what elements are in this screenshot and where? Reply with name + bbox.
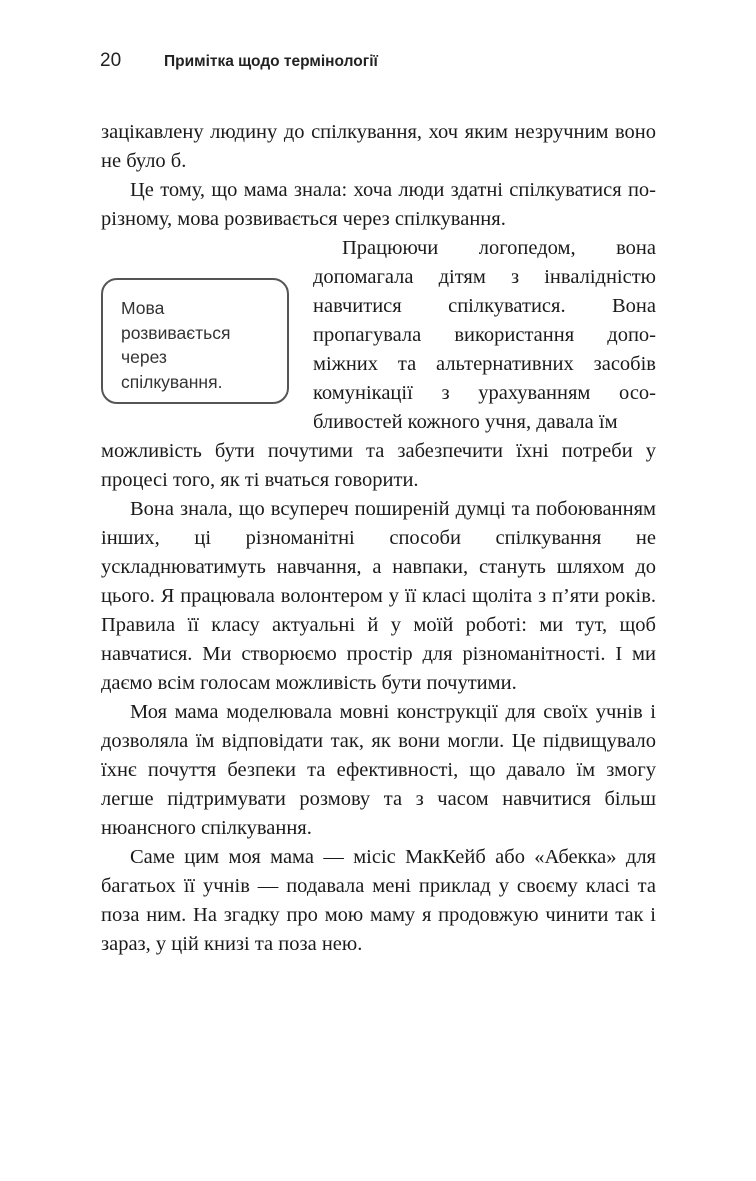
running-head [100,50,378,78]
body-text-bottom [101,437,656,959]
paragraph-continued-full: можливість бути почутими та забезпечити їхні потреби у процесі того, як ті вчаться говорити. [101,440,656,491]
pull-quote-line: Мова [121,298,165,318]
pull-quote-line: спілкування. [121,371,223,392]
page-number: 20 [100,50,122,71]
pull-quote-line: розвивається [121,322,231,343]
pull-quote-box [101,278,289,404]
paragraph: Вона знала, що всупереч поширеній думці та побоюванням інших, ці різноманітні способи спілкування не ускладнюватимуть навчання, а навпаки, стануть шляхом до цього. Я працювала волонтером у її класі щоліта з п’яти років. Правила її класу актуальні й у моїй роботі: ми тут, щоб навчатися. Ми створюємо простір для різноманітності. І ми даємо всім голосам можливість бути почутими. [101,498,656,694]
paragraph: Це тому, що мама знала: хоча люди здатні спілкуватися по-різному, мова розвивається через спілкування. [101,179,656,230]
paragraph-wrapped: Працюючи логопедом, вона допомагала дітям з інвалідністю навчитися спілкуватися. Вона пропагувала використання допоміжних та альтернативних засобів комунікації з урахуванням особливостей кожного учня, давала їм [313,237,656,433]
paragraph: Моя мама моделювала мовні конструкції для своїх учнів і дозволяла їм відповідати так, як вони могли. Це підвищувало їхнє почуття безпеки та ефективності, що давало їм змогу легше підтримувати розмову та з часом навчитися більш нюансного спілкування. [101,701,656,839]
section-title: Примітка щодо термінології [164,53,378,70]
pull-quote-line: через [121,347,167,367]
paragraph: Саме цим моя мама — місіс МакКейб або «Абекка» для багатьох її учнів — подавала мені приклад у своєму класі та поза ним. На згадку про мою маму я продовжую чинити так і зараз, у цій книзі та поза нею. [101,846,656,955]
paragraph-continued: зацікавлену людину до спілкування, хоч яким незручним воно не було б. [101,121,656,172]
